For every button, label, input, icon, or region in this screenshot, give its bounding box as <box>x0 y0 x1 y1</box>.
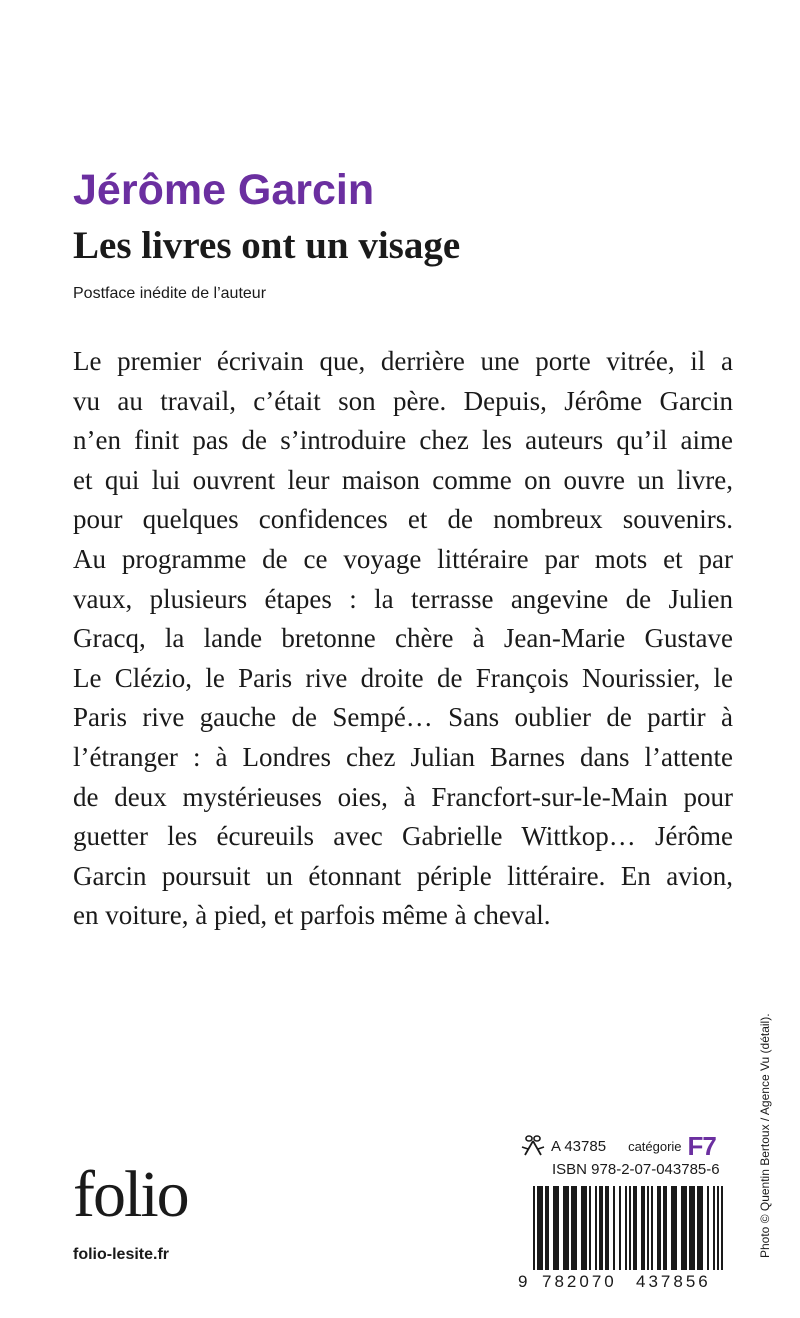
barcode-bar <box>707 1186 709 1270</box>
author-name: Jérôme Garcin <box>73 166 375 214</box>
catalog-ref: A 43785 <box>551 1137 607 1155</box>
barcode-bar <box>697 1186 703 1270</box>
barcode-bar <box>581 1186 587 1270</box>
barcode-bar <box>633 1186 637 1270</box>
blurb-line: pour quelques confidences et de nombreux souvenirs. <box>73 504 733 535</box>
barcode-bar <box>681 1186 687 1270</box>
barcode-bar <box>599 1186 603 1270</box>
blurb-line: de deux mystérieuses oies, à Francfort-sur-le-Main pour <box>73 781 733 812</box>
barcode-bar <box>537 1186 539 1270</box>
barcode-bar <box>647 1186 649 1270</box>
barcode-bar <box>605 1186 609 1270</box>
barcode-bar <box>641 1186 645 1270</box>
blurb-line: Paris rive gauche de Sempé… Sans oublier de partir à <box>73 702 733 733</box>
barcode-bar <box>589 1186 591 1270</box>
barcode-bar <box>651 1186 653 1270</box>
blurb-line: en voiture, à pied, et parfois même à cheval. <box>73 900 551 931</box>
blurb-line: Le premier écrivain que, derrière une porte vitrée, il a <box>73 346 733 376</box>
book-subtitle: Postface inédite de l’auteur <box>73 285 267 302</box>
blurb-line: vaux, plusieurs étapes : la terrasse angevine de Julien <box>73 583 733 614</box>
barcode-bar <box>721 1186 723 1270</box>
barcode-bar <box>539 1186 543 1270</box>
blurb-line: guetter les écureuils avec Gabrielle Wittkop… Jérôme <box>73 821 733 852</box>
barcode-bar <box>563 1186 569 1270</box>
barcode-bar <box>545 1186 549 1270</box>
book-title: Les livres ont un visage <box>73 224 461 267</box>
barcode-bar <box>595 1186 597 1270</box>
photo-credit: Photo © Quentin Bertoux / Agence Vu (détail). <box>758 1013 772 1258</box>
barcode-digits-group-1: 782070 <box>542 1272 617 1291</box>
barcode <box>533 1186 723 1270</box>
barcode-bar <box>713 1186 715 1270</box>
barcode-bar <box>533 1186 535 1270</box>
barcode-bar <box>613 1186 615 1270</box>
blurb-line: vu au travail, c’était son père. Depuis, Jérôme Garcin <box>73 385 733 416</box>
blurb-line: l’étranger : à Londres chez Julian Barnes dans l’attente <box>73 741 733 772</box>
barcode-digits-group-2: 437856 <box>636 1272 711 1291</box>
blurb-text <box>73 342 733 936</box>
barcode-digit-first: 9 <box>518 1272 528 1291</box>
catalog-code-row <box>520 1132 716 1160</box>
blurb-line: n’en finit pas de s’introduire chez les auteurs qu’il aime <box>73 425 733 456</box>
barcode-bar <box>689 1186 695 1270</box>
isbn: ISBN 978-2-07-043785-6 <box>552 1161 720 1178</box>
barcode-bar <box>663 1186 667 1270</box>
publisher-logo: folio <box>73 1158 188 1231</box>
barcode-bar <box>553 1186 559 1270</box>
blurb-line: Le Clézio, le Paris rive droite de François Nourissier, le <box>73 662 733 693</box>
ribbon-icon <box>520 1133 546 1159</box>
barcode-bar <box>571 1186 577 1270</box>
barcode-bar <box>619 1186 621 1270</box>
category-label: catégorie <box>628 1138 682 1154</box>
barcode-bar <box>625 1186 627 1270</box>
blurb-line: et qui lui ouvrent leur maison comme on ouvre un livre, <box>73 464 733 495</box>
blurb-line: Au programme de ce voyage littéraire par mots et par <box>73 543 733 574</box>
barcode-bar <box>629 1186 631 1270</box>
publisher-website: folio-lesite.fr <box>73 1246 170 1263</box>
blurb-line: Gracq, la lande bretonne chère à Jean-Marie Gustave <box>73 623 733 654</box>
barcode-bar <box>717 1186 719 1270</box>
barcode-bar <box>671 1186 677 1270</box>
barcode-bar <box>657 1186 661 1270</box>
category-code: F7 <box>687 1130 716 1161</box>
blurb-line: Garcin poursuit un étonnant périple littéraire. En avion, <box>73 860 733 891</box>
